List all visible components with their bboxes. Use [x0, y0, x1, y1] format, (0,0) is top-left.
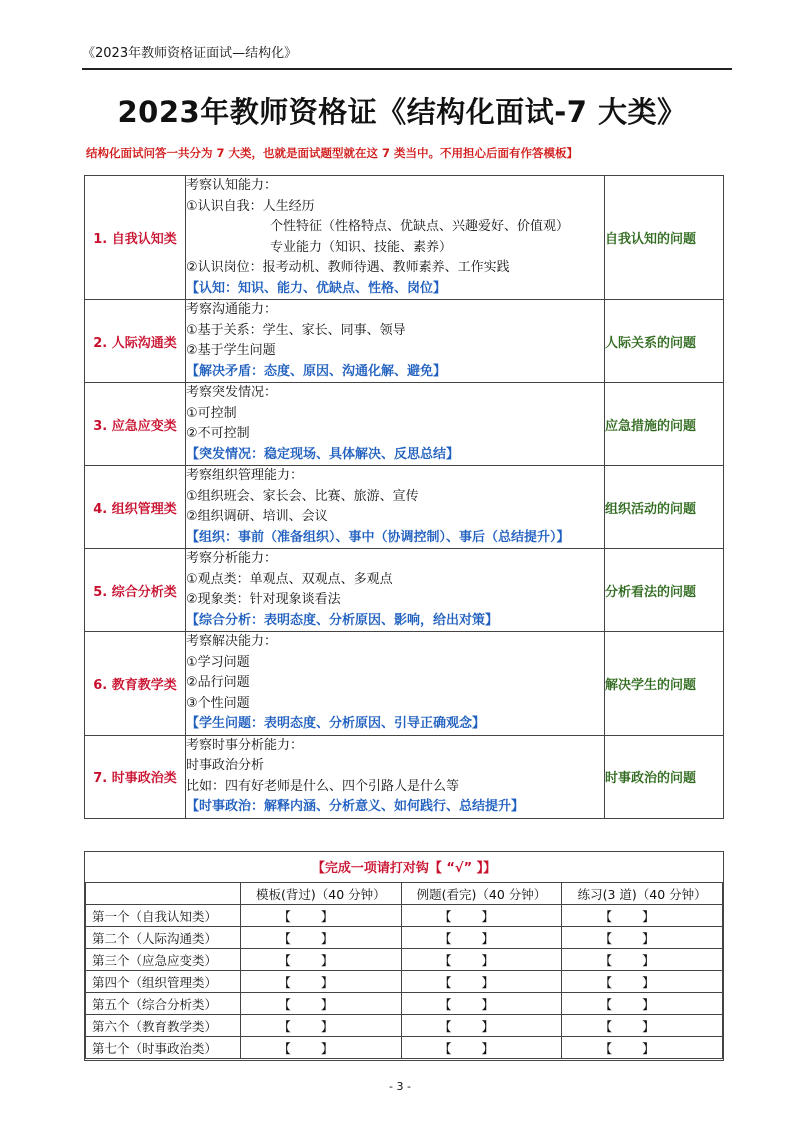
category-summary: 【突发情况：稳定现场、具体解决、反思总结】 [186, 446, 460, 462]
checkbox-cell[interactable] [241, 971, 402, 993]
checkbox-cell[interactable] [401, 1037, 562, 1059]
checkbox-cell[interactable] [562, 949, 723, 971]
checklist-row-label: 第六个（教育教学类） [86, 1015, 241, 1037]
category-summary: 【认知：知识、能力、优缺点、性格、岗位】 [186, 280, 447, 296]
checklist-row-label: 第一个（自我认知类） [86, 905, 241, 927]
category-result: 时事政治的问题 [605, 735, 724, 818]
checkbox-brackets: 【】 [438, 1018, 524, 1034]
category-result: 人际关系的问题 [605, 300, 724, 383]
category-content [186, 300, 605, 383]
category-content [186, 735, 605, 818]
checklist-column-header: 模板(背过)（40 分钟） [241, 883, 402, 905]
category-content [186, 383, 605, 466]
checkbox-brackets: 【】 [278, 908, 364, 924]
category-content [186, 549, 605, 632]
checklist-row-label: 第四个（组织管理类） [86, 971, 241, 993]
category-summary: 【学生问题：表明态度、分析原因、引导正确观念】 [186, 716, 486, 731]
checkbox-cell[interactable] [562, 1015, 723, 1037]
checkbox-cell[interactable] [562, 971, 723, 993]
content-line: ②基于学生问题 [186, 343, 276, 358]
checkbox-cell[interactable] [241, 949, 402, 971]
category-content [186, 466, 605, 549]
checkbox-brackets: 【】 [599, 996, 685, 1012]
checkbox-cell[interactable] [241, 1037, 402, 1059]
content-line: 时事政治分析 [186, 758, 265, 773]
checklist-column-header: 例题(看完)（40 分钟） [401, 883, 562, 905]
checkbox-cell[interactable] [562, 905, 723, 927]
category-summary: 【解决矛盾：态度、原因、沟通化解、避免】 [186, 363, 447, 379]
checkbox-brackets: 【】 [438, 908, 524, 924]
content-line: 考察解决能力： [186, 634, 278, 649]
page-title: 2023年教师资格证《结构化面试-7 大类》 [117, 95, 687, 129]
content-line: ①观点类：单观点、双观点、多观点 [186, 571, 393, 587]
checkbox-cell[interactable] [401, 927, 562, 949]
checklist-row [86, 1015, 723, 1037]
category-name: 5. 综合分析类 [85, 549, 186, 632]
checkbox-brackets: 【】 [599, 952, 685, 968]
checkbox-cell[interactable] [562, 1037, 723, 1059]
checklist-row [86, 905, 723, 927]
category-name: 1. 自我认知类 [85, 176, 186, 300]
page-number: - 3 - [389, 1080, 411, 1093]
checklist-row [86, 927, 723, 949]
category-name: 7. 时事政治类 [85, 735, 186, 818]
category-result: 应急措施的问题 [605, 383, 724, 466]
category-row [85, 549, 724, 632]
checklist-row-label: 第七个（时事政治类） [86, 1037, 241, 1059]
checkbox-brackets: 【】 [438, 952, 524, 968]
category-table [84, 175, 724, 819]
category-row [85, 466, 724, 549]
checklist-header-row [86, 883, 723, 905]
content-line: ①可控制 [186, 405, 237, 421]
checklist-row-label: 第三个（应急应变类） [86, 949, 241, 971]
checkbox-brackets: 【】 [438, 1040, 524, 1056]
category-summary: 【时事政治：解释内涵、分析意义、如何践行、总结提升】 [186, 799, 525, 814]
content-line: 个性特征（性格特点、优缺点、兴趣爱好、价值观） [270, 219, 570, 234]
content-line: ①组织班会、家长会、比赛、旅游、宣传 [186, 488, 419, 504]
checkbox-brackets: 【】 [278, 930, 364, 946]
content-line: ③个性问题 [186, 695, 250, 711]
category-row [85, 176, 724, 300]
checkbox-brackets: 【】 [599, 908, 685, 924]
content-line: ①学习问题 [186, 654, 250, 670]
checklist-column-header: 练习(3 道)（40 分钟） [562, 883, 723, 905]
checkbox-brackets: 【】 [599, 1040, 685, 1056]
checklist-row [86, 993, 723, 1015]
content-line: 考察突发情况： [186, 385, 278, 400]
checkbox-cell[interactable] [241, 1015, 402, 1037]
category-content [186, 632, 605, 736]
checklist-table [85, 882, 723, 1059]
category-name: 6. 教育教学类 [85, 632, 186, 736]
running-header: 《2023年教师资格证面试—结构化》 [82, 44, 732, 70]
checkbox-brackets: 【】 [438, 930, 524, 946]
content-line: ①认识自我：人生经历 [186, 198, 315, 214]
category-row [85, 735, 724, 818]
checkbox-brackets: 【】 [278, 996, 364, 1012]
content-line: ①基于关系：学生、家长、同事、领导 [186, 322, 406, 338]
checklist-row-label: 第五个（综合分析类） [86, 993, 241, 1015]
checkbox-cell[interactable] [562, 927, 723, 949]
checkbox-brackets: 【】 [278, 974, 364, 990]
category-summary: 【组织：事前（准备组织）、事中（协调控制）、事后（总结提升）】 [186, 529, 570, 545]
checklist-row [86, 949, 723, 971]
checklist-row-label: 第二个（人际沟通类） [86, 927, 241, 949]
page-subtitle: 结构化面试问答一共分为 7 大类，也就是面试题型就在这 7 类当中。不用担心后面有作答模板】 [86, 146, 579, 160]
category-row [85, 383, 724, 466]
checkbox-cell[interactable] [241, 993, 402, 1015]
checkbox-brackets: 【】 [278, 1018, 364, 1034]
checkbox-brackets: 【】 [599, 1018, 685, 1034]
content-line: ②不可控制 [186, 426, 250, 441]
category-name: 3. 应急应变类 [85, 383, 186, 466]
checklist-corner-cell [86, 883, 241, 905]
checkbox-brackets: 【】 [599, 974, 685, 990]
checklist-row [86, 971, 723, 993]
content-line: ②认识岗位：报考动机、教师待遇、教师素养、工作实践 [186, 260, 510, 275]
checkbox-cell[interactable] [401, 905, 562, 927]
category-content [186, 176, 605, 300]
content-line: ②品行问题 [186, 675, 250, 690]
checkbox-cell[interactable] [401, 993, 562, 1015]
category-name: 2. 人际沟通类 [85, 300, 186, 383]
category-row [85, 632, 724, 736]
checklist-row [86, 1037, 723, 1059]
progress-checklist [84, 851, 724, 1061]
category-name: 4. 组织管理类 [85, 466, 186, 549]
checklist-title: 【完成一项请打对钩【 “√” 】】 [311, 861, 497, 876]
checkbox-cell[interactable] [241, 927, 402, 949]
checkbox-brackets: 【】 [438, 996, 524, 1012]
content-line: 考察时事分析能力： [186, 737, 304, 753]
category-result: 自我认知的问题 [605, 176, 724, 300]
content-line: 考察认知能力： [186, 178, 278, 193]
checkbox-cell[interactable] [401, 1015, 562, 1037]
checkbox-cell[interactable] [401, 971, 562, 993]
checkbox-brackets: 【】 [599, 930, 685, 946]
checkbox-cell[interactable] [562, 993, 723, 1015]
category-result: 分析看法的问题 [605, 549, 724, 632]
content-line: 考察组织管理能力： [186, 468, 304, 483]
checkbox-brackets: 【】 [278, 952, 364, 968]
checkbox-cell[interactable] [401, 949, 562, 971]
checkbox-brackets: 【】 [438, 974, 524, 990]
category-result: 组织活动的问题 [605, 466, 724, 549]
content-line: 考察分析能力： [186, 551, 278, 566]
checkbox-brackets: 【】 [278, 1040, 364, 1056]
category-result: 解决学生的问题 [605, 632, 724, 736]
content-line: ②现象类：针对现象谈看法 [186, 592, 341, 607]
category-row [85, 300, 724, 383]
content-line: ②组织调研、培训、会议 [186, 509, 328, 524]
checkbox-cell[interactable] [241, 905, 402, 927]
category-summary: 【综合分析：表明态度、分析原因、影响，给出对策】 [186, 612, 499, 628]
content-line: 考察沟通能力： [186, 302, 278, 317]
content-line: 比如：四有好老师是什么、四个引路人是什么等 [186, 778, 460, 794]
content-line: 专业能力（知识、技能、素养） [270, 239, 453, 255]
